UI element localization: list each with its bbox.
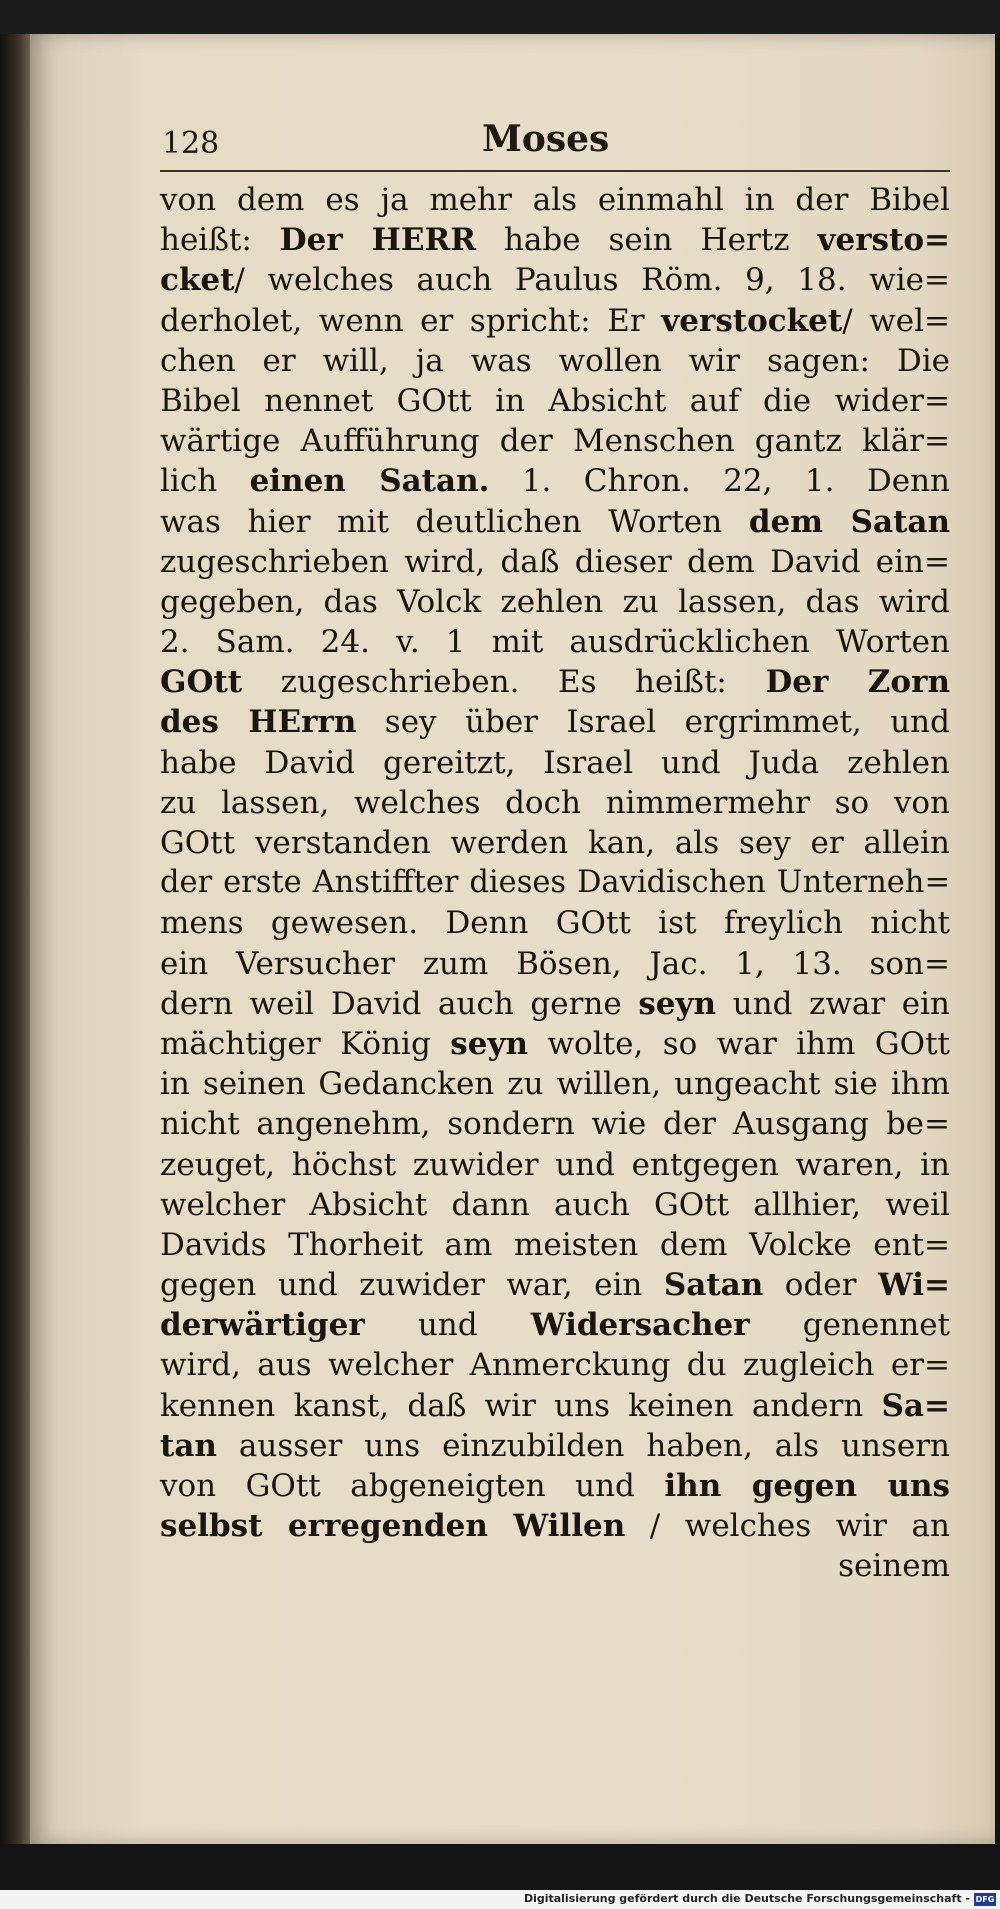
text-line xyxy=(160,542,950,582)
text-segment: in seinen Gedancken zu willen, ungeacht sie ihm xyxy=(160,1066,950,1103)
text-segment: genennet xyxy=(749,1307,951,1344)
text-segment: ausser uns einzubilden haben, als unsern xyxy=(216,1427,950,1464)
text-segment: habe sein Hertz xyxy=(476,222,818,259)
text-line xyxy=(160,984,950,1024)
text-line xyxy=(160,1345,950,1385)
emphasized-text: Wi= xyxy=(877,1267,950,1304)
text-segment: habe David gereitzt, Israel und Juda zehlen xyxy=(160,744,950,781)
text-line xyxy=(160,1426,950,1466)
text-segment: was hier mit deutlichen Worten xyxy=(160,503,749,540)
text-line xyxy=(160,863,950,903)
scan-bottom-border xyxy=(0,1844,1000,1894)
text-segment: ein Versucher zum Bösen, Jac. 1, 13. son= xyxy=(160,945,950,982)
text-segment: Bibel nennet GOtt in Absicht auf die wider= xyxy=(160,382,950,419)
text-segment: GOtt verstanden werden kan, als sey er allein xyxy=(160,825,950,861)
text-line xyxy=(160,823,950,863)
text-segment: wolte, so war ihm GOtt xyxy=(528,1025,950,1062)
text-line xyxy=(160,1506,950,1546)
emphasized-text: Widersacher xyxy=(530,1307,750,1344)
emphasized-text: Satan xyxy=(663,1267,764,1304)
text-line xyxy=(160,220,950,260)
emphasized-text: einen Satan. xyxy=(249,463,490,500)
text-segment: von dem es ja mehr als einmahl in der Bibel xyxy=(160,182,950,218)
text-line xyxy=(160,702,950,742)
text-line xyxy=(160,180,950,220)
text-segment: 2. Sam. 24. v. 1 mit ausdrücklichen Worten xyxy=(160,624,950,661)
text-segment: dern weil David auch gerne xyxy=(160,985,639,1022)
emphasized-text: tan xyxy=(160,1427,217,1464)
text-line xyxy=(160,1225,950,1265)
text-line xyxy=(160,421,950,461)
text-segment: gegen und zuwider war, ein xyxy=(160,1267,664,1304)
text-segment: oder xyxy=(763,1267,878,1304)
emphasized-text: Der HERR xyxy=(279,222,477,259)
text-segment: wärtige Aufführung der Menschen gantz klär= xyxy=(160,423,950,460)
text-segment: / welches auch Paulus Röm. 9, 18. wie= xyxy=(234,262,950,299)
text-line xyxy=(160,1064,950,1104)
text-segment: / welches wir an xyxy=(625,1508,950,1545)
body-text xyxy=(160,180,950,1587)
emphasized-text: dem Satan xyxy=(748,503,950,540)
text-segment: 1. Chron. 22, 1. Denn xyxy=(489,463,950,500)
text-line xyxy=(160,1466,950,1506)
text-line xyxy=(160,1546,950,1586)
emphasized-text: cket xyxy=(160,262,235,299)
text-line xyxy=(160,260,950,300)
text-line xyxy=(160,1265,950,1305)
text-segment: der erste Anstiffter dieses Davidischen Unterneh= xyxy=(160,865,950,901)
text-segment: heißt: xyxy=(160,222,280,259)
emphasized-text: des HErrn xyxy=(160,704,357,741)
digitization-footer xyxy=(0,1890,1000,1909)
text-line xyxy=(160,502,950,542)
text-segment: / wel= xyxy=(842,302,950,339)
emphasized-text: versto= xyxy=(817,222,950,259)
emphasized-text: derwärtiger xyxy=(160,1307,365,1344)
text-segment: lich xyxy=(160,463,250,500)
text-segment: von GOtt abgeneigten und xyxy=(160,1468,665,1504)
text-line xyxy=(160,622,950,662)
text-line xyxy=(160,903,950,943)
text-line xyxy=(160,944,950,984)
text-segment: derholet, wenn er spricht: Er xyxy=(160,302,662,339)
text-line xyxy=(160,1145,950,1185)
text-line xyxy=(160,662,950,702)
text-segment: und zwar ein xyxy=(716,985,950,1022)
text-segment: Davids Thorheit am meisten dem Volcke ent= xyxy=(160,1226,950,1263)
text-line xyxy=(160,381,950,421)
page-header xyxy=(162,118,962,168)
book-spine xyxy=(0,34,30,1844)
text-line xyxy=(160,1024,950,1064)
text-segment: zeuget, höchst zuwider und entgegen waren, in xyxy=(160,1146,950,1183)
text-line xyxy=(160,743,950,783)
text-segment: mächtiger König xyxy=(160,1025,451,1062)
scan-top-border xyxy=(0,0,1000,34)
text-segment: mens gewesen. Denn GOtt ist freylich nicht xyxy=(160,905,950,942)
text-segment: zugeschrieben wird, daß dieser dem David ein= xyxy=(160,543,950,580)
text-segment: welcher Absicht dann auch GOtt allhier, weil xyxy=(160,1186,950,1223)
dfg-logo: DFG xyxy=(975,1895,995,1904)
text-segment: sey über Israel ergrimmet, und xyxy=(356,704,950,741)
text-line xyxy=(160,582,950,622)
text-segment: gegeben, das Volck zehlen zu lassen, das wird xyxy=(160,583,950,620)
text-line xyxy=(160,1185,950,1225)
emphasized-text: selbst erregenden Willen xyxy=(160,1508,626,1545)
text-segment: zu lassen, welches doch nimmermehr so von xyxy=(160,784,950,821)
running-title: Moses xyxy=(482,118,610,160)
text-segment: nicht angenehm, sondern wie der Ausgang be= xyxy=(160,1106,950,1143)
text-line xyxy=(160,461,950,501)
emphasized-text: seyn xyxy=(638,985,717,1022)
emphasized-text: GOtt xyxy=(160,664,243,701)
text-line xyxy=(160,1104,950,1144)
footer-credit: Digitalisierung gefördert durch die Deutsche Forschungsgemeinschaft - xyxy=(523,1892,970,1905)
text-line xyxy=(160,1386,950,1426)
page-number: 128 xyxy=(162,126,220,161)
text-segment: kennen kanst, daß wir uns keinen andern xyxy=(160,1387,882,1424)
emphasized-text: verstocket xyxy=(661,302,843,339)
text-segment: und xyxy=(364,1307,531,1344)
text-line xyxy=(160,301,950,341)
text-segment: zugeschrieben. Es heißt: xyxy=(242,664,766,701)
emphasized-text: ihn gegen uns xyxy=(664,1468,950,1504)
emphasized-text: Sa= xyxy=(881,1387,950,1424)
text-line xyxy=(160,1305,950,1345)
text-segment: wird, aus welcher Anmerckung du zugleich er= xyxy=(160,1347,950,1384)
emphasized-text: Der Zorn xyxy=(765,664,950,701)
text-line xyxy=(160,341,950,381)
emphasized-text: seyn xyxy=(450,1025,529,1062)
text-line xyxy=(160,783,950,823)
text-segment: seinem xyxy=(838,1548,950,1585)
header-rule xyxy=(160,170,950,172)
text-segment: chen er will, ja was wollen wir sagen: Die xyxy=(160,342,950,379)
